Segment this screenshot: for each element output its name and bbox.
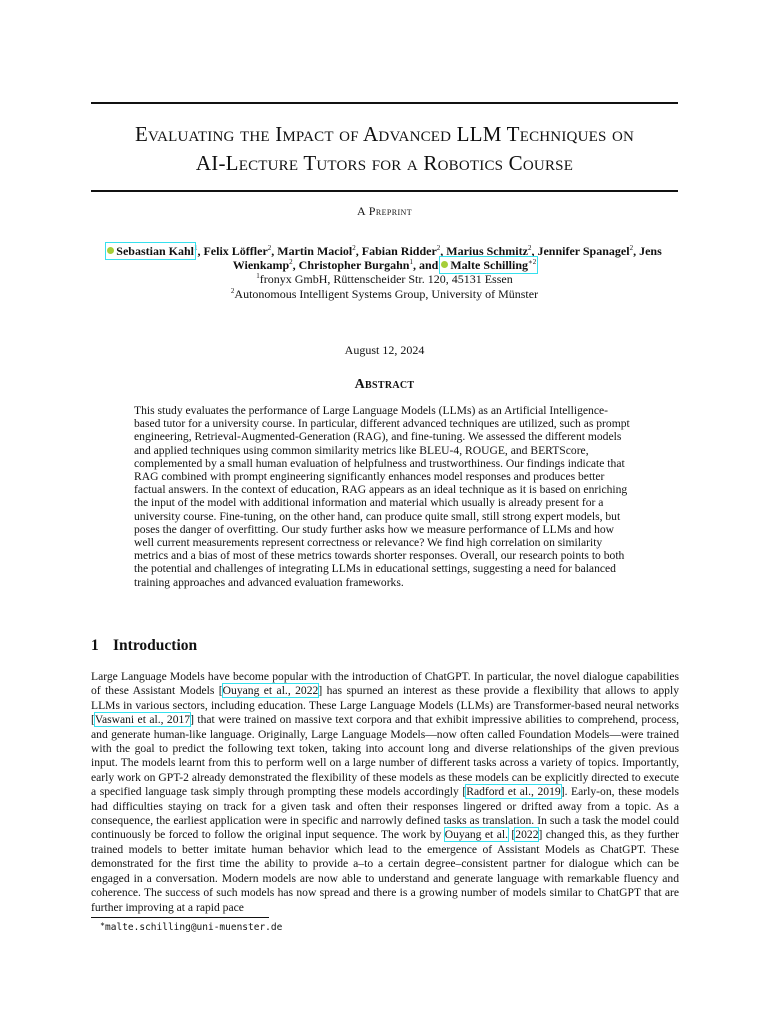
citation-link[interactable]: Ouyang et al., 2022 bbox=[222, 684, 319, 698]
citation-link[interactable]: Vaswani et al., 2017 bbox=[94, 713, 191, 727]
footnote: ∗malte.schilling@uni-muenster.de bbox=[100, 922, 283, 934]
author-schmitz: Marius Schmitz bbox=[446, 244, 528, 258]
section-heading: 1 Introduction bbox=[91, 637, 198, 654]
preprint-label: A Preprint bbox=[356, 204, 412, 218]
author-burgahn: Christopher Burgahn bbox=[298, 258, 410, 272]
title-rule-bottom bbox=[91, 190, 678, 192]
author-ridder: Fabian Ridder bbox=[361, 244, 437, 258]
footnote-email[interactable]: malte.schilling@uni-muenster.de bbox=[105, 922, 283, 934]
paper-title bbox=[91, 120, 678, 178]
affiliation-1: $^1$fronyx GmbH, Rüttenscheider Str. 120, 45131 Essen bbox=[256, 272, 513, 286]
citation-link[interactable]: Ouyang et al. bbox=[444, 828, 508, 842]
affiliation-2: $^2$Autonomous Intelligent Systems Group, University of Münster bbox=[230, 287, 539, 301]
abstract-heading: Abstract bbox=[354, 377, 415, 392]
citation-link[interactable]: 2022 bbox=[515, 828, 539, 842]
affiliations bbox=[91, 272, 678, 302]
paper-date: August 12, 2024 bbox=[344, 343, 425, 357]
author-link-kahl[interactable]: Sebastian Kahl bbox=[107, 244, 194, 258]
author-link-schilling[interactable]: Malte Schilling$^{∗2}$ bbox=[441, 258, 536, 272]
citation-link[interactable]: Radford et al., 2019 bbox=[466, 785, 561, 799]
author-loffler: Felix Löffler bbox=[203, 244, 268, 258]
title-rule-top bbox=[91, 102, 678, 104]
title-line-2: AI-Lecture Tutors for a Robotics Course bbox=[195, 151, 574, 175]
footnote-rule bbox=[91, 917, 269, 918]
abstract-text: This study evaluates the performance of Large Language Models (LLMs) as an Artificial Intelligence-based tutor for a university course. In particular, different advanced techniques are utilized, such as prompt engineering, Retrieval-Augmented-Generation (RAG), and fine-tuning. We assessed the different models and applied techniques using common similarity metrics like BLEU-4, ROUGE, and BERTScore, complemented by a small human evaluation of helpfulness and trustworthiness. Our findings indicate that RAG combined with prompt engineering significantly enhances model responses and produces better factual answers. In the context of education, RAG appears as an ideal technique as it is based on enriching the input of the model with additional information and material which usually is already present for a university course. Fine-tuning, on the other hand, can produce quite small, still strong expert models, but poses the danger of overfitting. Our study further asks how we measure performance of LLMs and how well current measurements represent correctness or relevance? We find high correlation on similarity metrics and a bias of most of these metrics towards shorter responses. Overall, our research points to both the potential and challenges of integrating LLMs in educational settings, suggesting a need for balanced training approaches and advanced evaluation frameworks. bbox=[134, 404, 630, 589]
orcid-icon[interactable] bbox=[107, 247, 114, 254]
intro-paragraph: Large Language Models have become popular with the introduction of ChatGPT. In particular, the novel dialogue capabilities of these Assistant Models [Ouyang et al., 2022] has spurned an interest as these provide a flexibility that allows to apply LLMs in various sectors, including education. These Large Language Models (LLMs) are Transformer-based neural networks [Vaswani et al., 2017] that were trained on massive text corpora and that exhibit impressive abilities to comprehend, process, and generate human-like language. Originally, Large Language Models—now often called Foundation Models—were trained with the goal to predict the following text token, taking into account long and diverse relationships of the given previous input. The models learnt from this to perform well on a large number of different tasks across a variety of topics. Importantly, early work on GPT-2 already demonstrated the flexibility of these models as these models can be explicitly directed to execute a specified language task simply through prompting these models accordingly [Radford et al., 2019]. Early-on, these models had difficulties staying on track for a given task and often their responses lingered or drifted away from a topic. As a consequence, the earliest application were in specific and narrowly defined tasks as translation. In such a task the model could continuously be forced to follow the original input sequence. The work by Ouyang et al. [2022] changed this, as they further trained models to better imitate human behavior which lead to the emergence of Assistant Models as ChatGPT. These demonstrated for the first time the ability to provide a–to a certain degree–consistent partner for dialogue which can be engaged in a conversation. Modern models are now able to understand and generate language with remarkable fluency and coherence. The success of such models has now spread and there is a growing number of models similar to ChatGPT that are further improving at a rapid pace bbox=[91, 670, 680, 914]
author-spanagel: Jennifer Spanagel bbox=[537, 244, 630, 258]
orcid-icon[interactable] bbox=[441, 261, 448, 268]
author-maciol: Martin Maciol bbox=[277, 244, 353, 258]
author-wienkamp: Jens Wienkamp bbox=[232, 244, 662, 272]
author-list: Sebastian Kahl$^1$, Felix Löffler$^2$, Martin Maciol$^2$, Fabian Ridder$^2$, Marius Schmitz$^2$, Jennifer Spanagel$^2$, Jens Wienkamp$^2$, Christopher Burgahn$^1$, and Malte Schilling$^{∗2}$ bbox=[91, 244, 678, 272]
title-line-1: Evaluating the Impact of Advanced LLM Techniques on bbox=[134, 122, 635, 146]
